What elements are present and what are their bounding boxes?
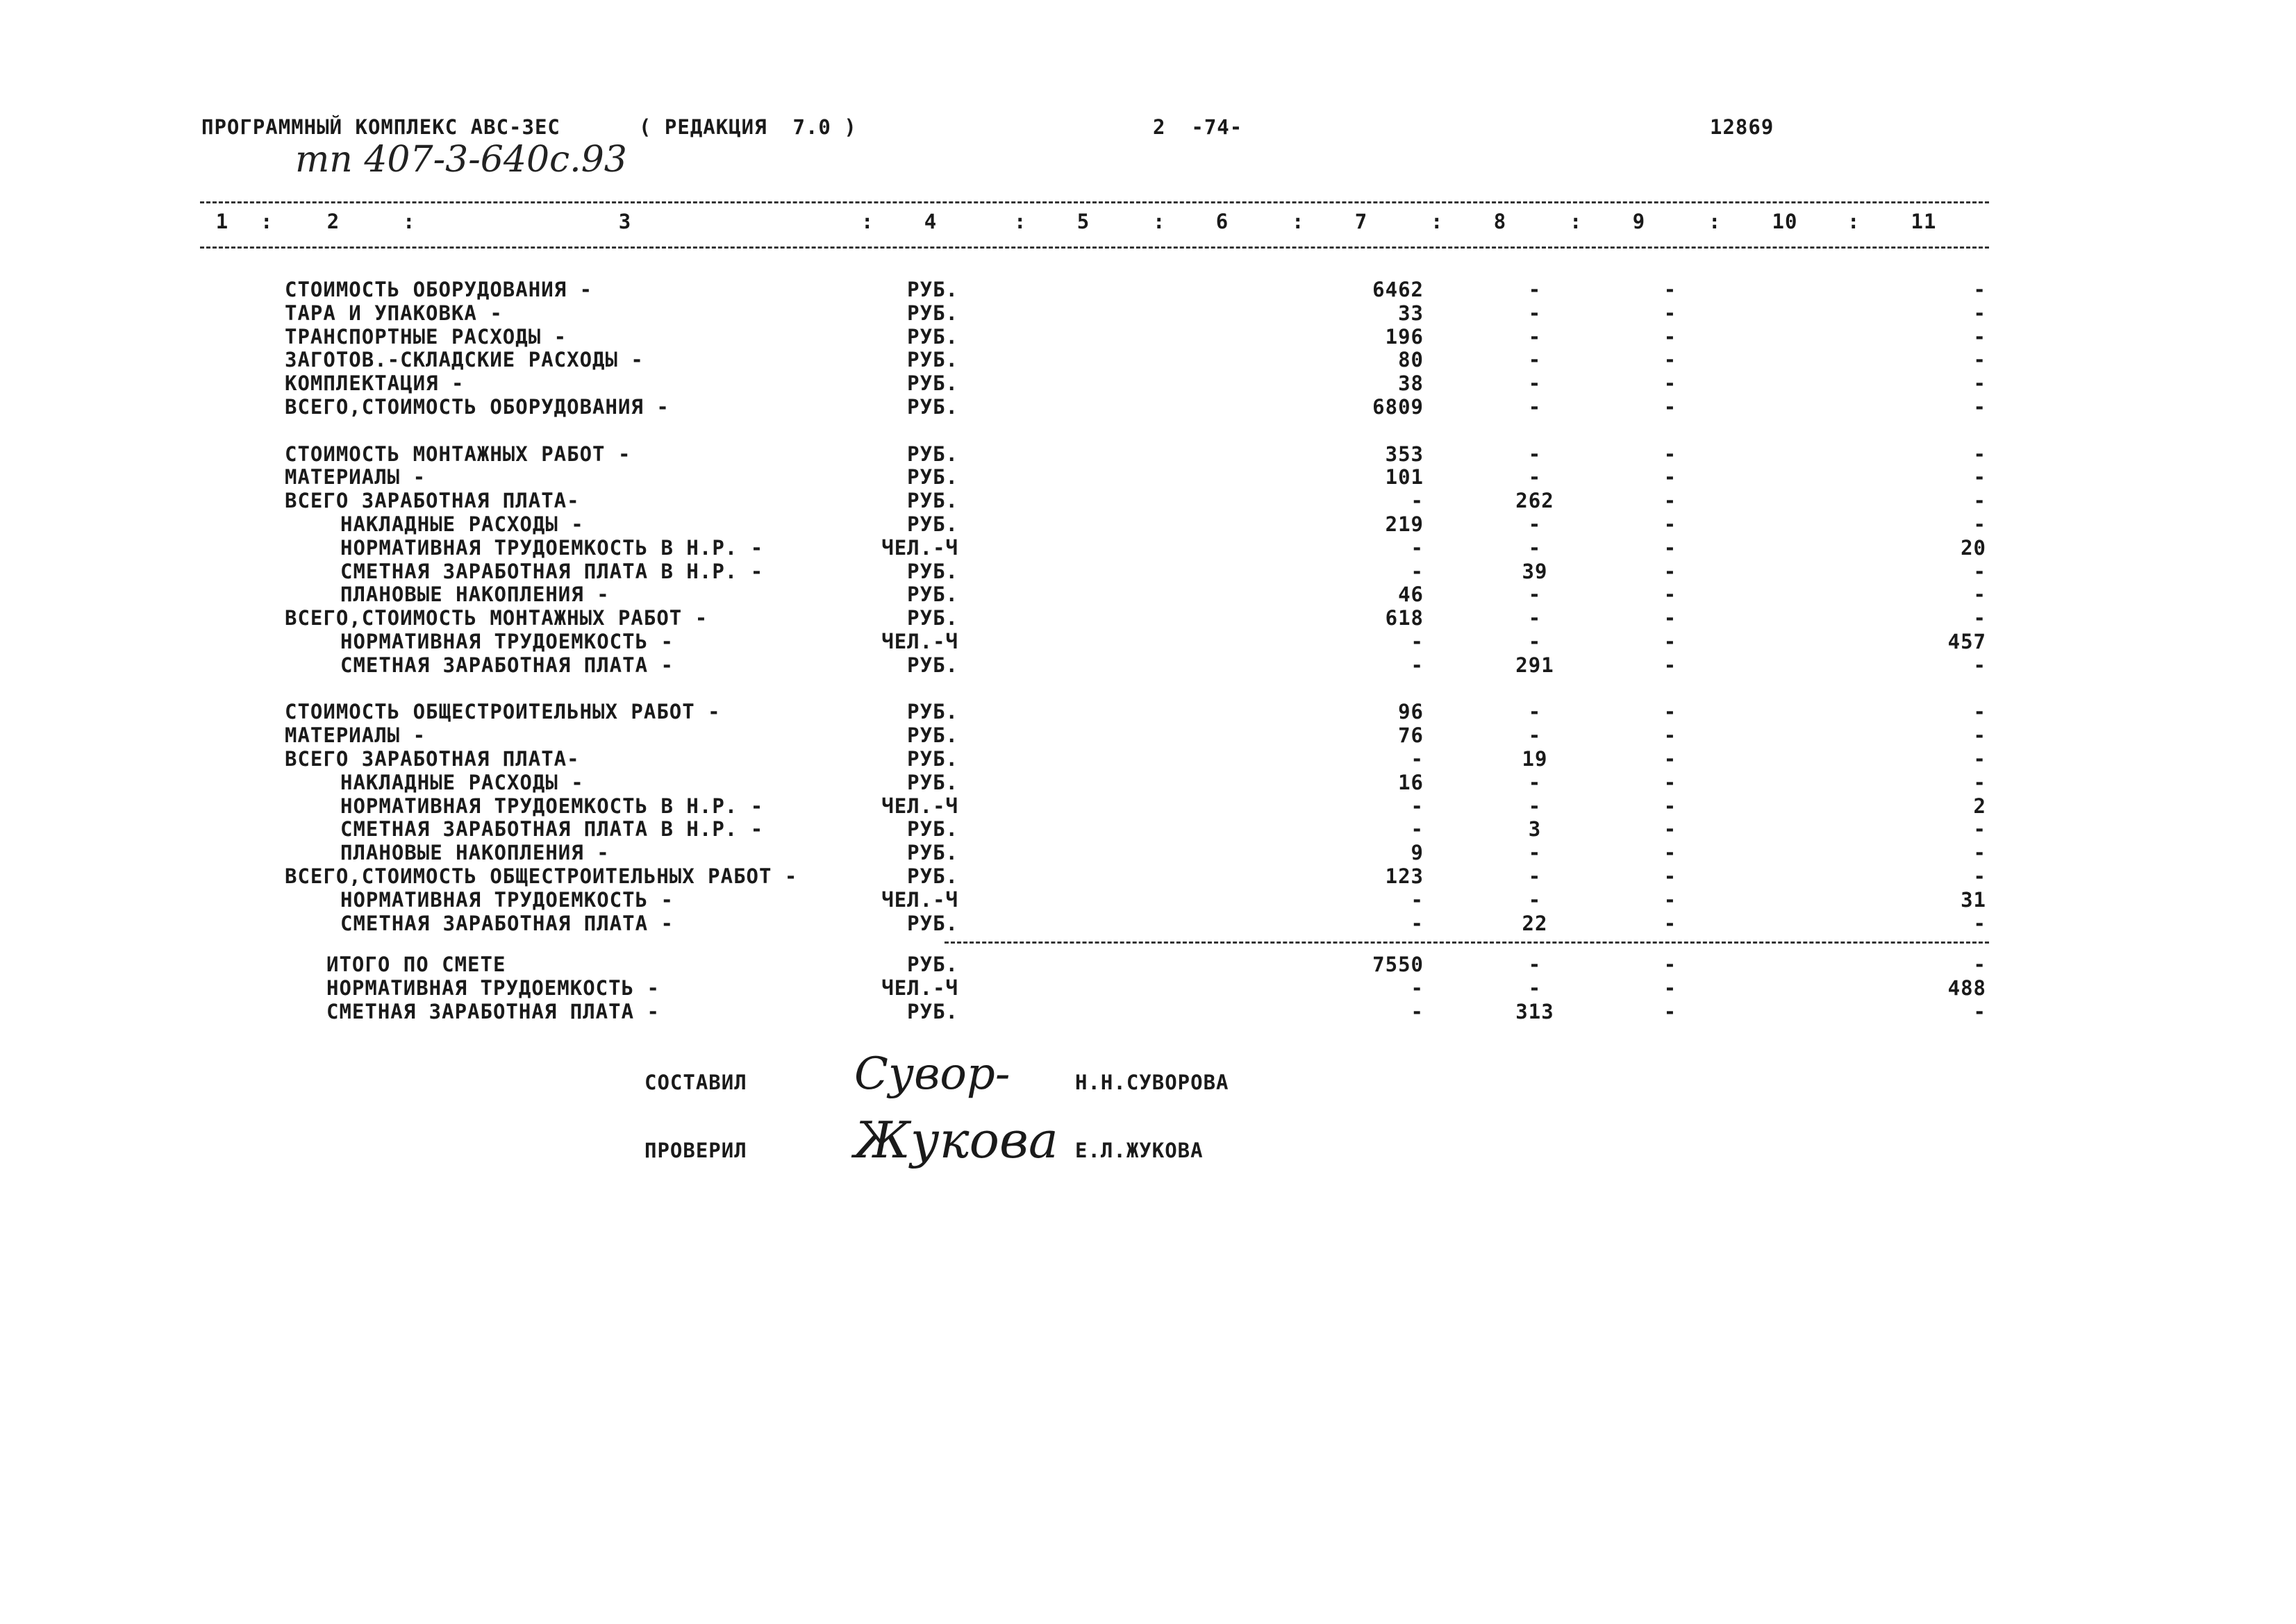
row-col11: - [1973, 324, 1986, 349]
column-separator: : [1570, 210, 1583, 233]
row-col8: - [1528, 794, 1542, 818]
row-col8: - [1528, 630, 1542, 653]
row-col11: 31 [1961, 887, 1986, 912]
row-unit: РУБ. [907, 723, 958, 748]
column-header-5: 5 [1076, 210, 1090, 233]
row-unit: РУБ. [907, 371, 958, 396]
row-label: СМЕТНАЯ ЗАРАБОТНАЯ ПЛАТА - [326, 999, 660, 1023]
row-col7: - [1411, 817, 1424, 842]
row-label: СМЕТНАЯ ЗАРАБОТНАЯ ПЛАТА - [340, 653, 674, 677]
row-unit: РУБ. [907, 395, 958, 419]
row-label: СТОИМОСТЬ МОНТАЖНЫХ РАБОТ - [285, 442, 631, 466]
row-col7: 219 [1385, 512, 1424, 536]
row-label: ВСЕГО ЗАРАБОТНАЯ ПЛАТА- [285, 489, 580, 513]
row-col7: - [1411, 999, 1424, 1023]
row-col9: - [1663, 465, 1677, 489]
row-label: СТОИМОСТЬ ОБОРУДОВАНИЯ - [285, 278, 593, 301]
row-col11: - [1973, 395, 1986, 419]
row-col8: - [1528, 348, 1542, 372]
column-separator: : [861, 210, 874, 233]
row-unit: РУБ. [907, 700, 958, 724]
row-col11: - [1973, 512, 1986, 536]
row-col11: 488 [1947, 976, 1986, 1000]
row-col11: 2 [1973, 794, 1986, 818]
row-col7: 38 [1398, 371, 1424, 396]
row-label: СМЕТНАЯ ЗАРАБОТНАЯ ПЛАТА В Н.Р. - [340, 817, 764, 842]
row-col7: 618 [1385, 606, 1424, 630]
row-unit: РУБ. [907, 747, 958, 771]
name-compiled: Н.Н.СУВОРОВА [1075, 1071, 1229, 1094]
row-col9: - [1663, 301, 1677, 325]
row-col7: 6809 [1372, 395, 1424, 419]
row-col8: 22 [1522, 911, 1548, 935]
row-unit: РУБ. [907, 301, 958, 325]
row-col9: - [1663, 911, 1677, 935]
row-col8: - [1528, 841, 1542, 865]
row-unit: ЧЕЛ.-Ч [881, 887, 958, 912]
row-col11: - [1973, 911, 1986, 935]
row-col9: - [1663, 770, 1677, 794]
header-rule-top [200, 201, 1989, 203]
column-header-4: 4 [924, 210, 938, 233]
row-col8: - [1528, 723, 1542, 748]
row-label: ТАРА И УПАКОВКА - [285, 301, 503, 325]
row-unit: ЧЕЛ.-Ч [881, 794, 958, 818]
row-label: ВСЕГО,СТОИМОСТЬ ОБЩЕСТРОИТЕЛЬНЫХ РАБОТ - [285, 864, 798, 888]
row-label: НОРМАТИВНАЯ ТРУДОЕМКОСТЬ В Н.Р. - [340, 535, 764, 560]
column-header-2: 2 [326, 210, 340, 233]
row-col9: - [1663, 442, 1677, 466]
page-number: 2 -74- [1153, 115, 1243, 139]
signature-compiled: Сувор- [854, 1048, 1010, 1100]
row-col11: - [1973, 770, 1986, 794]
row-col7: - [1411, 794, 1424, 818]
row-unit: РУБ. [907, 465, 958, 489]
row-label: ПЛАНОВЫЕ НАКОПЛЕНИЯ - [340, 583, 610, 607]
row-col8: 3 [1528, 817, 1542, 842]
row-unit: РУБ. [907, 278, 958, 301]
row-label: ИТОГО ПО СМЕТЕ [326, 953, 506, 976]
row-col11: - [1973, 747, 1986, 771]
header-rule-bottom [200, 246, 1989, 249]
totals-rule [945, 941, 1989, 944]
row-col7: 33 [1398, 301, 1424, 325]
row-label: СТОИМОСТЬ ОБЩЕСТРОИТЕЛЬНЫХ РАБОТ - [285, 700, 721, 724]
row-col11: - [1973, 864, 1986, 888]
row-unit: РУБ. [907, 559, 958, 583]
row-col9: - [1663, 999, 1677, 1023]
role-checked: ПРОВЕРИЛ [644, 1139, 747, 1162]
program-name: ПРОГРАММНЫЙ КОМПЛЕКС АВС-3ЕС [201, 115, 560, 139]
row-col11: - [1973, 841, 1986, 865]
row-col9: - [1663, 700, 1677, 724]
row-col8: - [1528, 324, 1542, 349]
row-col11: - [1973, 953, 1986, 976]
row-col8: - [1528, 465, 1542, 489]
row-col7: 46 [1398, 583, 1424, 607]
row-col8: 291 [1515, 653, 1554, 677]
row-col8: - [1528, 583, 1542, 607]
row-col7: - [1411, 535, 1424, 560]
row-unit: ЧЕЛ.-Ч [881, 535, 958, 560]
row-label: ВСЕГО ЗАРАБОТНАЯ ПЛАТА- [285, 747, 580, 771]
row-col8: - [1528, 301, 1542, 325]
column-header-1: 1 [215, 210, 229, 233]
row-col9: - [1663, 887, 1677, 912]
row-col9: - [1663, 395, 1677, 419]
row-col9: - [1663, 348, 1677, 372]
row-col11: - [1973, 442, 1986, 466]
row-unit: РУБ. [907, 953, 958, 976]
row-col9: - [1663, 976, 1677, 1000]
row-unit: РУБ. [907, 348, 958, 372]
row-col7: 123 [1385, 864, 1424, 888]
row-col7: - [1411, 630, 1424, 653]
row-col8: - [1528, 395, 1542, 419]
row-label: ПЛАНОВЫЕ НАКОПЛЕНИЯ - [340, 841, 610, 865]
row-col11: - [1973, 465, 1986, 489]
row-unit: РУБ. [907, 489, 958, 513]
row-col8: - [1528, 953, 1542, 976]
column-header-3: 3 [618, 210, 632, 233]
row-col7: 76 [1398, 723, 1424, 748]
column-separator: : [1431, 210, 1444, 233]
row-col11: 457 [1947, 630, 1986, 653]
row-col11: 20 [1961, 535, 1986, 560]
row-col9: - [1663, 747, 1677, 771]
row-unit: ЧЕЛ.-Ч [881, 976, 958, 1000]
row-col9: - [1663, 489, 1677, 513]
role-compiled: СОСТАВИЛ [644, 1071, 747, 1094]
row-col11: - [1973, 278, 1986, 301]
row-col9: - [1663, 535, 1677, 560]
row-col8: 19 [1522, 747, 1548, 771]
row-label: НОРМАТИВНАЯ ТРУДОЕМКОСТЬ - [326, 976, 660, 1000]
row-col9: - [1663, 371, 1677, 396]
row-col11: - [1973, 371, 1986, 396]
row-col9: - [1663, 864, 1677, 888]
row-label: НОРМАТИВНАЯ ТРУДОЕМКОСТЬ В Н.Р. - [340, 794, 764, 818]
row-label: МАТЕРИАЛЫ - [285, 723, 426, 748]
row-col8: 313 [1515, 999, 1554, 1023]
column-header-8: 8 [1493, 210, 1507, 233]
row-col11: - [1973, 489, 1986, 513]
row-unit: РУБ. [907, 583, 958, 607]
row-unit: РУБ. [907, 512, 958, 536]
row-label: НОРМАТИВНАЯ ТРУДОЕМКОСТЬ - [340, 887, 674, 912]
row-col9: - [1663, 841, 1677, 865]
row-col7: 16 [1398, 770, 1424, 794]
row-col8: - [1528, 278, 1542, 301]
row-col9: - [1663, 653, 1677, 677]
row-label: НАКЛАДНЫЕ РАСХОДЫ - [340, 770, 584, 794]
row-col8: 262 [1515, 489, 1554, 513]
column-separator: : [1153, 210, 1166, 233]
row-col7: 80 [1398, 348, 1424, 372]
row-col7: 101 [1385, 465, 1424, 489]
edition: ( РЕДАКЦИЯ 7.0 ) [639, 115, 857, 139]
row-col7: 353 [1385, 442, 1424, 466]
row-col7: - [1411, 911, 1424, 935]
row-col7: 6462 [1372, 278, 1424, 301]
row-col9: - [1663, 817, 1677, 842]
row-unit: РУБ. [907, 324, 958, 349]
row-unit: РУБ. [907, 770, 958, 794]
row-col7: - [1411, 887, 1424, 912]
row-unit: РУБ. [907, 442, 958, 466]
column-separator: : [1708, 210, 1722, 233]
row-col8: - [1528, 371, 1542, 396]
row-label: КОМПЛЕКТАЦИЯ - [285, 371, 465, 396]
row-col9: - [1663, 723, 1677, 748]
column-separator: : [1847, 210, 1861, 233]
row-col8: - [1528, 512, 1542, 536]
row-unit: РУБ. [907, 653, 958, 677]
row-label: ЗАГОТОВ.-СКЛАДСКИЕ РАСХОДЫ - [285, 348, 644, 372]
row-label: СМЕТНАЯ ЗАРАБОТНАЯ ПЛАТА В Н.Р. - [340, 559, 764, 583]
row-col7: - [1411, 747, 1424, 771]
name-checked: Е.Л.ЖУКОВА [1075, 1139, 1204, 1162]
row-col8: 39 [1522, 559, 1548, 583]
column-separator: : [1292, 210, 1305, 233]
row-label: ТРАНСПОРТНЫЕ РАСХОДЫ - [285, 324, 567, 349]
row-col7: - [1411, 653, 1424, 677]
row-col8: - [1528, 770, 1542, 794]
document-code: 12869 [1710, 115, 1774, 139]
row-col8: - [1528, 976, 1542, 1000]
row-col7: 7550 [1372, 953, 1424, 976]
row-col11: - [1973, 817, 1986, 842]
row-col8: - [1528, 606, 1542, 630]
column-header-11: 11 [1911, 210, 1937, 233]
row-col8: - [1528, 535, 1542, 560]
row-unit: РУБ. [907, 817, 958, 842]
column-header-9: 9 [1632, 210, 1646, 233]
row-col9: - [1663, 583, 1677, 607]
row-col7: - [1411, 489, 1424, 513]
row-col9: - [1663, 606, 1677, 630]
column-separator: : [1014, 210, 1027, 233]
row-col8: - [1528, 887, 1542, 912]
row-col7: - [1411, 976, 1424, 1000]
column-header-7: 7 [1354, 210, 1368, 233]
row-col11: - [1973, 348, 1986, 372]
row-col11: - [1973, 700, 1986, 724]
row-col9: - [1663, 512, 1677, 536]
row-col11: - [1973, 999, 1986, 1023]
row-unit: РУБ. [907, 864, 958, 888]
handwritten-doc-ref: тп 407-3-640с.93 [295, 139, 627, 181]
row-col7: - [1411, 559, 1424, 583]
row-col9: - [1663, 324, 1677, 349]
signature-checked: Жукова [854, 1111, 1058, 1169]
row-col9: - [1663, 278, 1677, 301]
row-label: ВСЕГО,СТОИМОСТЬ ОБОРУДОВАНИЯ - [285, 395, 669, 419]
row-unit: РУБ. [907, 841, 958, 865]
row-col11: - [1973, 723, 1986, 748]
row-col9: - [1663, 559, 1677, 583]
row-col7: 196 [1385, 324, 1424, 349]
row-col8: - [1528, 700, 1542, 724]
row-col11: - [1973, 583, 1986, 607]
row-label: НАКЛАДНЫЕ РАСХОДЫ - [340, 512, 584, 536]
row-col9: - [1663, 794, 1677, 818]
row-col9: - [1663, 630, 1677, 653]
column-header-10: 10 [1772, 210, 1798, 233]
row-col11: - [1973, 653, 1986, 677]
row-col11: - [1973, 606, 1986, 630]
row-unit: РУБ. [907, 606, 958, 630]
row-label: ВСЕГО,СТОИМОСТЬ МОНТАЖНЫХ РАБОТ - [285, 606, 708, 630]
row-col8: - [1528, 864, 1542, 888]
column-header-6: 6 [1215, 210, 1229, 233]
row-col11: - [1973, 301, 1986, 325]
row-unit: ЧЕЛ.-Ч [881, 630, 958, 653]
row-label: СМЕТНАЯ ЗАРАБОТНАЯ ПЛАТА - [340, 911, 674, 935]
row-col8: - [1528, 442, 1542, 466]
column-separator: : [403, 210, 416, 233]
row-label: НОРМАТИВНАЯ ТРУДОЕМКОСТЬ - [340, 630, 674, 653]
row-unit: РУБ. [907, 911, 958, 935]
row-col9: - [1663, 953, 1677, 976]
row-unit: РУБ. [907, 999, 958, 1023]
row-col7: 96 [1398, 700, 1424, 724]
row-col7: 9 [1411, 841, 1424, 865]
row-col11: - [1973, 559, 1986, 583]
column-separator: : [260, 210, 274, 233]
row-label: МАТЕРИАЛЫ - [285, 465, 426, 489]
